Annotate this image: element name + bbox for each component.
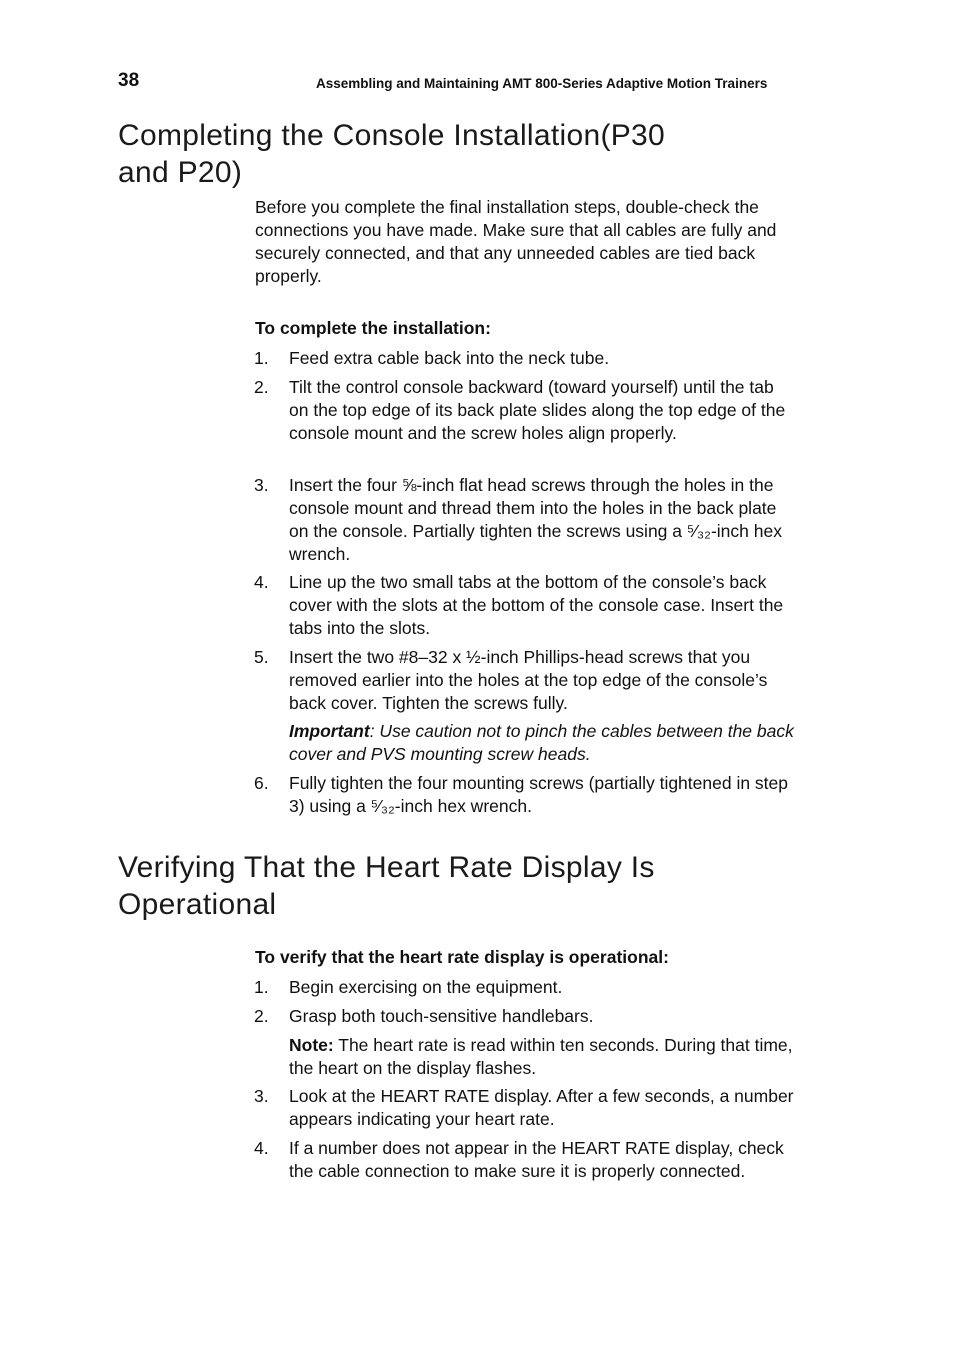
step-number: 4.	[254, 1138, 269, 1158]
intro-text: Before you complete the final installation steps, double-check the connections you have made. Make sure that all cables are fully and securely connected, and that any unneeded cables are tied back properly.	[255, 197, 777, 286]
step-number: 2.	[254, 1006, 269, 1026]
note-text: The heart rate is read within ten seconds. During that time, the heart on the display flashes.	[289, 1035, 793, 1078]
heading-line-2: Operational	[118, 888, 277, 921]
step-number: 5.	[254, 647, 269, 667]
note-label: Note:	[289, 1035, 334, 1055]
intro-paragraph	[255, 196, 800, 288]
step-text: Look at the HEART RATE display. After a few seconds, a number appears indicating your heart rate.	[289, 1086, 794, 1129]
step-number: 1.	[254, 977, 269, 997]
step-text: Tilt the control console backward (toward yourself) until the tab on the top edge of its back plate slides along the top edge of the console mount and the screw holes align properly.	[289, 377, 786, 443]
step-text: Insert the four ⅝-inch flat head screws through the holes in the console mount and thread them into the holes in the back plate on the console. Partially tighten the screws using a ⁵⁄₃₂-inch hex wrench.	[289, 475, 782, 564]
important-label: Important	[289, 721, 370, 741]
step-number: 2.	[254, 377, 269, 397]
section-heading-heart-rate	[118, 849, 818, 923]
heading-line-1: Verifying That the Heart Rate Display Is	[118, 851, 655, 884]
step-number: 4.	[254, 572, 269, 592]
running-header: Assembling and Maintaining AMT 800-Series Adaptive Motion Trainers	[316, 76, 768, 91]
important-note	[289, 720, 799, 766]
procedure-title-installation: To complete the installation:	[255, 318, 491, 338]
note	[289, 1034, 799, 1080]
step-number: 6.	[254, 773, 269, 793]
procedure-title-heart-rate: To verify that the heart rate display is operational:	[255, 947, 669, 967]
step-text: Fully tighten the four mounting screws (partially tightened in step 3) using a ⁵⁄₃₂-inch hex wrench.	[289, 773, 789, 816]
step-text: Insert the two #8–32 x ½-inch Phillips-head screws that you removed earlier into the holes at the top edge of the console’s back cover. Tighten the screws fully.	[289, 647, 768, 713]
section-heading-console-installation	[118, 117, 818, 191]
step-number: 3.	[254, 475, 269, 495]
step-number: 3.	[254, 1086, 269, 1106]
step-text: Grasp both touch-sensitive handlebars.	[289, 1006, 594, 1026]
step-number: 1.	[254, 348, 269, 368]
step-text: Line up the two small tabs at the bottom of the console’s back cover with the slots at the bottom of the console case. Insert the tabs into the slots.	[289, 572, 784, 638]
important-text: : Use caution not to pinch the cables between the back cover and PVS mounting screw heads.	[289, 721, 794, 764]
step-text: If a number does not appear in the HEART RATE display, check the cable connection to make sure it is properly connected.	[289, 1138, 784, 1181]
step-text: Begin exercising on the equipment.	[289, 977, 563, 997]
heading-line-2: and P20)	[118, 156, 243, 189]
heading-line-1: Completing the Console Installation(P30	[118, 119, 666, 152]
step-text: Feed extra cable back into the neck tube.	[289, 348, 610, 368]
page-number: 38	[118, 70, 140, 91]
